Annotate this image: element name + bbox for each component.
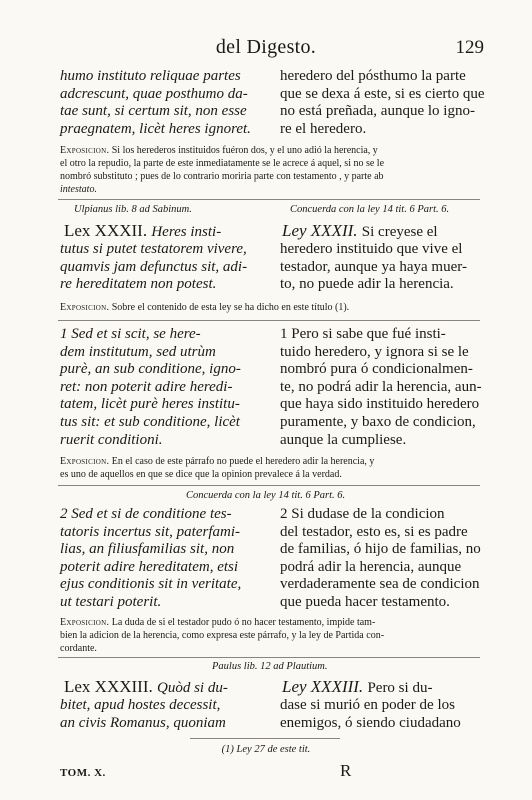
spanish-line: tuido heredero, y ignora si se le [280, 343, 469, 360]
latin-line: praegnatem, licèt heres ignoret. [60, 120, 251, 137]
spanish-line: dase si murió en poder de los [280, 697, 455, 713]
latin-line: humo instituto reliquae partes [60, 68, 241, 84]
footnote-divider [190, 738, 340, 739]
spanish-concordance-citation: Concuerda con la ley 14 tit. 6 Part. 6. [290, 204, 450, 215]
latin-line: adcrescunt, quae posthumo da- [60, 85, 248, 102]
latin-line: an civis Romanus, quoniam [60, 714, 226, 731]
exposicion-note-4 [60, 616, 480, 655]
spanish-line: que haya sido instituido heredero [280, 396, 480, 413]
section-divider [58, 320, 480, 321]
lex-title: Lex XXXII. [64, 221, 148, 240]
section-divider [58, 199, 480, 200]
exposicion-label: Exposicion. [60, 145, 110, 156]
spanish-line: heredero instituido que vive el [280, 241, 463, 257]
spanish-line: verdaderamente sea de condicion [280, 576, 480, 593]
note-line: el otro la repudio, la parte de este inmediatamente se le acrece á aquel, si no se le [60, 158, 385, 169]
ley-title: Ley XXXII. [282, 221, 358, 240]
spanish-text-paragraph-2 [280, 506, 480, 612]
latin-source-citation: Paulus lib. 12 ad Plautium. [212, 661, 328, 672]
lex-32-heading-latin [64, 221, 221, 242]
lex-33-heading-latin [64, 677, 228, 698]
latin-line: dem institutum, sed utrùm [60, 343, 216, 360]
page-number: 129 [455, 37, 484, 58]
spanish-line: aunque la cumpliese. [280, 431, 407, 448]
exposicion-note-3 [60, 455, 480, 481]
latin-text-paragraph-1 [60, 326, 266, 449]
spanish-line: del testador, esto es, si es padre [280, 523, 468, 540]
spanish-line: que pueda hacer testamento. [280, 593, 450, 610]
note-line: intestato. [60, 184, 97, 195]
latin-source-citation: Ulpianus lib. 8 ad Sabinum. [74, 204, 192, 215]
volume-marker: TOM. X. [60, 767, 106, 779]
note-line: es uno de aquellos en que se dice que la opinion prevalece á la verdad. [60, 469, 342, 480]
spanish-line: no está preñada, aunque lo igno- [280, 103, 475, 120]
spanish-line: puramente, y baxo de condicion, [280, 413, 476, 430]
page-header [0, 36, 532, 60]
lex-title: Lex XXXIII. [64, 677, 153, 696]
note-line: Sobre el contenido de esta ley se ha dicho en este título (1). [111, 302, 350, 313]
latin-text-paragraph-2 [60, 506, 266, 612]
spanish-text-ley-33 [280, 697, 480, 732]
latin-line: re hereditatem non potest. [60, 276, 217, 293]
exposicion-note-2 [60, 301, 480, 314]
latin-line: purè, an sub conditione, igno- [60, 361, 241, 378]
spanish-text-ley-32 [280, 241, 480, 294]
latin-line: tae sunt, si certum sit, non esse [60, 103, 247, 120]
latin-line: tatem, licèt purè heres institu- [60, 396, 240, 413]
note-line: nombró substituto ; pues de lo contrario moriria parte con testamento , y parte ab [60, 171, 384, 182]
latin-line: poterit adire hereditatem, etsi [60, 558, 239, 575]
ley-title: Ley XXXIII. [282, 677, 364, 696]
lex-first-words: Quòd si du- [157, 680, 228, 696]
exposicion-label: Exposicion. [60, 456, 110, 467]
spanish-text-block-1 [280, 68, 485, 138]
spanish-line: podrá adir la herencia, aunque [280, 558, 462, 575]
lex-first-words: Heres insti- [151, 224, 222, 240]
latin-line: ejus conditionis sit in veritate, [60, 576, 242, 593]
spanish-line: enemigos, ó siendo ciudadano [280, 714, 461, 731]
section-divider [58, 485, 480, 486]
spanish-line: testador, aunque ya haya muer- [280, 258, 467, 275]
ley-32-heading-spanish [282, 221, 438, 242]
spanish-line: nombró pura ó condicionalmen- [280, 361, 473, 378]
spanish-line: 1 Pero si sabe que fué insti- [280, 326, 446, 342]
running-title: del Digesto. [215, 36, 317, 58]
section-divider [58, 657, 480, 658]
exposicion-note-1 [60, 144, 480, 196]
spanish-line: te, no podrá adir la herencia, aun- [280, 378, 482, 395]
spanish-line: 2 Si dudase de la condicion [280, 506, 445, 522]
spanish-line: to, no puede adir la herencia. [280, 276, 454, 293]
latin-line: tatoris incertus sit, paterfami- [60, 523, 240, 540]
latin-line: 1 Sed et si scit, se here- [60, 326, 201, 342]
latin-line: tus sit: et sub conditione, licèt [60, 413, 240, 430]
concordance-citation: Concuerda con la ley 14 tit. 6 Part. 6. [186, 490, 346, 501]
note-line: Si los herederos instituidos fuéron dos, y el uno adió la herencia, y [111, 145, 378, 156]
latin-line: ruerit conditioni. [60, 431, 163, 448]
latin-text-lex-33 [60, 697, 266, 732]
latin-line: ut testari poterit. [60, 593, 162, 610]
footnote: (1) Ley 27 de este tit. [221, 744, 311, 755]
ley-33-heading-spanish [282, 677, 432, 698]
latin-line: tutus si putet testatorem vivere, [60, 241, 247, 257]
spanish-line: de familias, ó hijo de familias, no [280, 541, 481, 558]
latin-line: quamvis jam defunctus sit, adi- [60, 258, 248, 275]
spanish-line: re el heredero. [280, 120, 367, 137]
latin-line: ret: non poterit adire heredi- [60, 378, 233, 395]
note-line: En el caso de este párrafo no puede el heredero adir la herencia, y [111, 456, 375, 467]
note-line: La duda de si el testador pudo ó no hacer testamento, impide tam- [111, 617, 376, 628]
exposicion-label: Exposicion. [60, 617, 110, 628]
exposicion-label: Exposicion. [60, 302, 110, 313]
latin-text-lex-32 [60, 241, 266, 294]
spanish-line: que se dexa á este, si es cierto que [280, 85, 485, 102]
spanish-text-paragraph-1 [280, 326, 480, 449]
note-line: bien la adicion de la herencia, como expresa este párrafo, y la ley de Partida con- [60, 630, 385, 641]
latin-line: 2 Sed et si de conditione tes- [60, 506, 232, 522]
spanish-line: heredero del pósthumo la parte [280, 68, 466, 84]
latin-text-block-1 [60, 68, 266, 138]
note-line: cordante. [60, 643, 97, 654]
latin-line: bitet, apud hostes decessit, [60, 697, 221, 713]
ley-first-words: Pero si du- [367, 680, 433, 696]
signature-mark: R [340, 761, 352, 780]
latin-line: lias, an filiusfamilias sit, non [60, 541, 235, 558]
ley-first-words: Si creyese el [361, 224, 438, 240]
